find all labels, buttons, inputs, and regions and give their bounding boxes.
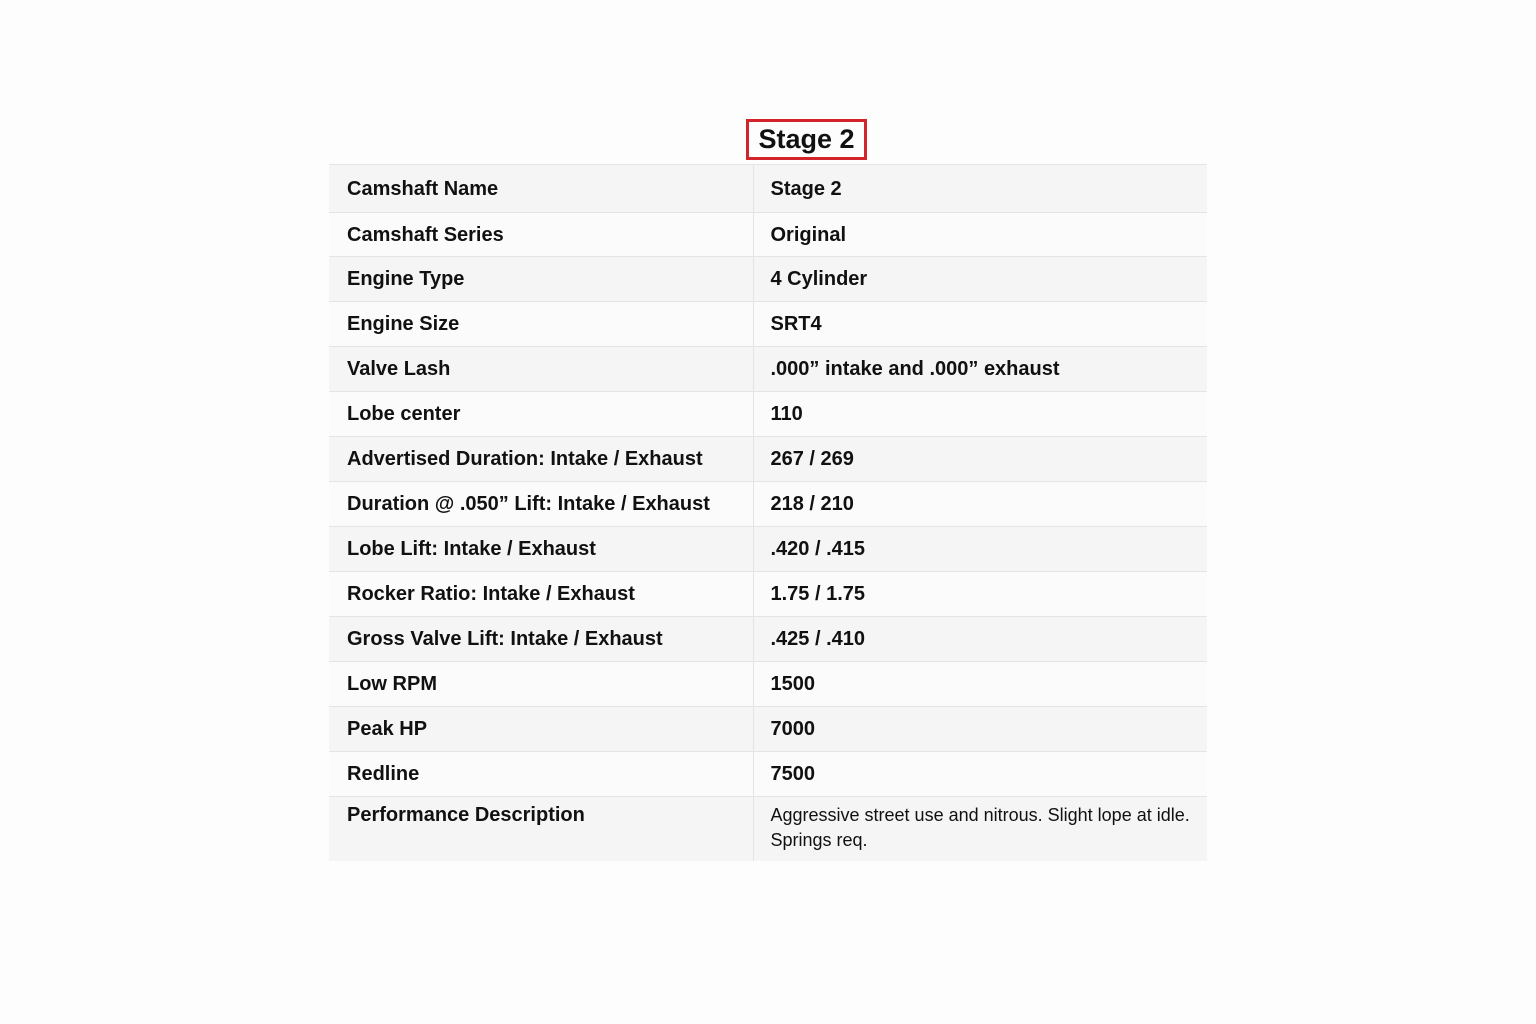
table-row: [329, 347, 1207, 392]
spec-value: 7500: [753, 752, 1207, 797]
table-row: [329, 572, 1207, 617]
spec-value: 1500: [753, 662, 1207, 707]
spec-value: 218 / 210: [753, 482, 1207, 527]
spec-value: 267 / 269: [753, 437, 1207, 482]
spec-label: Performance Description: [329, 797, 753, 862]
table-row: [329, 482, 1207, 527]
spec-label: Engine Type: [329, 257, 753, 302]
table-row: [329, 527, 1207, 572]
table-row: [329, 213, 1207, 257]
spec-value: Original: [753, 213, 1207, 257]
camshaft-spec-table: [329, 164, 1207, 861]
table-row: [329, 302, 1207, 347]
spec-label: Gross Valve Lift: Intake / Exhaust: [329, 617, 753, 662]
spec-value: .000” intake and .000” exhaust: [753, 347, 1207, 392]
spec-value: 110: [753, 392, 1207, 437]
spec-label: Peak HP: [329, 707, 753, 752]
spec-value: Stage 2: [753, 165, 1207, 213]
table-row: [329, 437, 1207, 482]
table-row: [329, 392, 1207, 437]
spec-label: Camshaft Name: [329, 165, 753, 213]
spec-label: Redline: [329, 752, 753, 797]
spec-value: 4 Cylinder: [753, 257, 1207, 302]
spec-value: .425 / .410: [753, 617, 1207, 662]
table-row: [329, 257, 1207, 302]
table-row: [329, 797, 1207, 862]
spec-value: .420 / .415: [753, 527, 1207, 572]
page-title: Stage 2: [746, 119, 866, 160]
table-row: [329, 617, 1207, 662]
spec-label: Lobe center: [329, 392, 753, 437]
table-row: [329, 752, 1207, 797]
spec-label: Rocker Ratio: Intake / Exhaust: [329, 572, 753, 617]
spec-value: SRT4: [753, 302, 1207, 347]
spec-label: Lobe Lift: Intake / Exhaust: [329, 527, 753, 572]
spec-label: Duration @ .050” Lift: Intake / Exhaust: [329, 482, 753, 527]
spec-value: 1.75 / 1.75: [753, 572, 1207, 617]
table-row: [329, 165, 1207, 213]
title-area: [0, 119, 1536, 160]
table-row: [329, 662, 1207, 707]
table-row: [329, 707, 1207, 752]
spec-label: Valve Lash: [329, 347, 753, 392]
spec-value: 7000: [753, 707, 1207, 752]
spec-label: Advertised Duration: Intake / Exhaust: [329, 437, 753, 482]
spec-label: Camshaft Series: [329, 213, 753, 257]
spec-label: Low RPM: [329, 662, 753, 707]
spec-label: Engine Size: [329, 302, 753, 347]
spec-value-description: Aggressive street use and nitrous. Slight lope at idle. Springs req.: [753, 797, 1207, 862]
